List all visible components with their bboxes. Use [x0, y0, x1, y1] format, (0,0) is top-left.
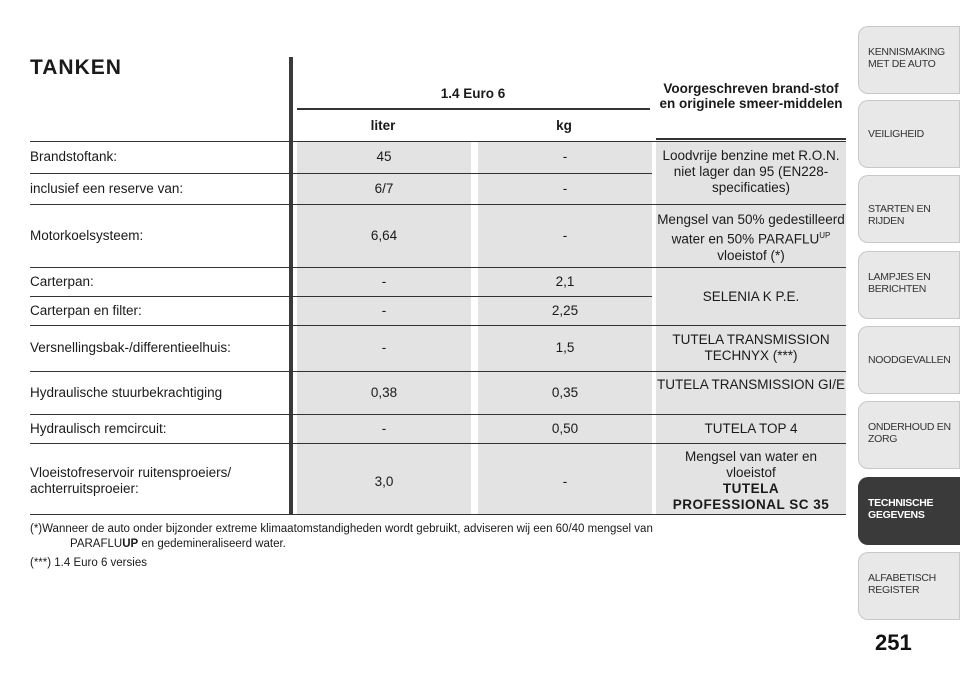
table-row-label: Carterpan en filter: — [30, 303, 142, 318]
page-number: 251 — [875, 630, 912, 655]
table-cell-liter: 6/7 — [374, 181, 394, 196]
product-brake: TUTELA TOP 4 — [704, 421, 798, 436]
table-cell-kg: - — [562, 149, 568, 164]
table-row-label: Versnellingsbak-/differentieelhuis: — [30, 340, 231, 355]
footnote-2: (***) 1.4 Euro 6 versies — [30, 557, 147, 569]
row-rule — [30, 414, 846, 415]
table-cell-liter: 0,38 — [370, 385, 398, 400]
table-row-label: Brandstoftank: — [30, 149, 118, 164]
header-rule — [297, 108, 650, 110]
table-cell-liter: - — [381, 303, 387, 318]
table-row-label: inclusief een reserve van: — [30, 181, 184, 196]
tab-noodgevallen[interactable]: NOODGEVALLEN — [858, 326, 960, 394]
header-kg: kg — [556, 118, 572, 133]
table-cell-kg: 2,25 — [551, 303, 579, 318]
table-cell-liter: - — [381, 340, 387, 355]
chapter-tabs — [858, 0, 960, 678]
row-rule — [30, 173, 652, 174]
column-gap — [471, 141, 474, 514]
row-rule — [30, 443, 846, 444]
table-cell-liter: 45 — [376, 149, 392, 164]
footnote-1: (*)Wanneer de auto onder bijzonder extreme klimaatomstandigheden wordt gebruikt, adviseren wij een 60/40 mengsel van PARAFLUUP en gedemineraliseerd water. — [30, 523, 653, 550]
header-engine: 1.4 Euro 6 — [440, 86, 506, 101]
tab-alfabetisch[interactable]: ALFABETISCH REGISTER — [858, 552, 960, 620]
tab-onderhoud[interactable]: ONDERHOUD EN ZORG — [858, 401, 960, 469]
table-row-label: Hydraulische stuurbekrachtiging — [30, 385, 223, 400]
tab-starten[interactable]: STARTEN EN RIJDEN — [858, 175, 960, 243]
row-rule — [30, 141, 846, 142]
product-gearbox: TUTELA TRANSMISSION TECHNYX (***) — [672, 332, 830, 363]
row-rule — [30, 371, 846, 372]
page-title: TANKEN — [30, 56, 122, 79]
row-rule — [30, 267, 846, 268]
product-coolant: Mengsel van 50% gedestilleerd water en 50% $PARAFLU^{UP}$ vloeistof (*) — [657, 212, 845, 263]
tab-kennismaking[interactable]: KENNISMAKING MET DE AUTO — [858, 26, 960, 94]
table-cell-kg: 1,5 — [555, 340, 575, 355]
tab-veiligheid[interactable]: VEILIGHEID — [858, 100, 960, 168]
table-row-label: Carterpan: — [30, 274, 94, 289]
header-liter: liter — [370, 118, 396, 133]
row-rule — [30, 325, 846, 326]
product-oil: SELENIA K P.E. — [702, 289, 800, 304]
table-cell-liter: 3,0 — [374, 474, 394, 489]
column-gap — [652, 141, 655, 514]
table-cell-liter: - — [381, 274, 387, 289]
table-row-label: Hydraulisch remcircuit: — [30, 421, 167, 436]
table-cell-kg: 2,1 — [555, 274, 575, 289]
row-rule — [30, 296, 652, 297]
table-cell-kg: - — [562, 181, 568, 196]
table-row-label: Vloeistofreservoir ruitensproeiers/ achterruitsproeier: — [30, 465, 232, 496]
header-products-rule — [656, 138, 846, 140]
row-rule — [30, 204, 846, 205]
product-fuel: Loodvrije benzine met R.O.N. niet lager dan 95 (EN228-specificaties) — [662, 148, 840, 195]
table-row-label: Motorkoelsysteem: — [30, 228, 144, 243]
table-cell-kg: - — [562, 474, 568, 489]
product-steering: TUTELA TRANSMISSION GI/E — [656, 377, 846, 392]
table-cell-kg: - — [562, 228, 568, 243]
header-products: Voorgeschreven brand-stof en originele smeer-middelen — [659, 81, 843, 111]
table-cell-liter: 6,64 — [370, 228, 398, 243]
row-rule — [30, 514, 846, 515]
table-cell-liter: - — [381, 421, 387, 436]
product-washer: Mengsel van water en vloeistof TUTELA PROFESSIONAL SC 35 — [672, 449, 830, 512]
tab-lampjes[interactable]: LAMPJES EN BERICHTEN — [858, 251, 960, 319]
tab-technische-gegevens[interactable]: TECHNISCHE GEGEVENS — [858, 477, 960, 545]
table-cell-kg: 0,50 — [551, 421, 579, 436]
column-divider — [289, 57, 293, 515]
table-cell-kg: 0,35 — [551, 385, 579, 400]
